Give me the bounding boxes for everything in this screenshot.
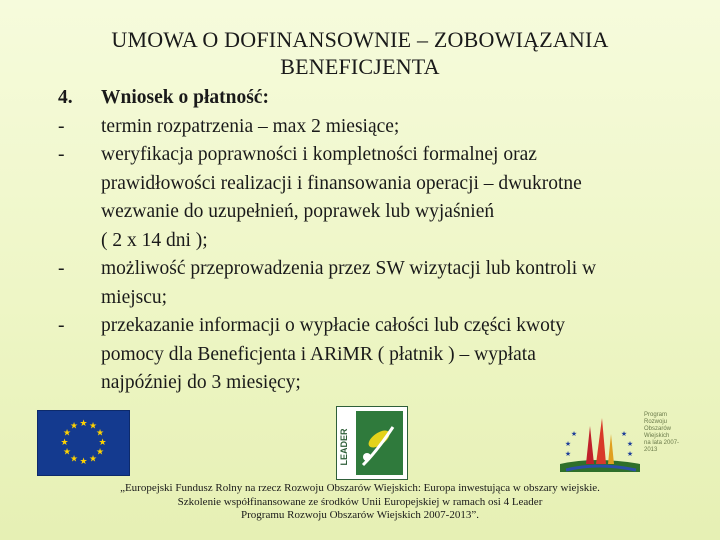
list-item-line: pomocy dla Beneficjenta i ARiMR ( płatnik ) – wypłata bbox=[101, 343, 536, 365]
bullet-dash: - bbox=[58, 144, 65, 165]
list-item bbox=[58, 113, 678, 142]
svg-text:★: ★ bbox=[626, 450, 634, 458]
bullet-dash: - bbox=[58, 258, 65, 279]
list-item-line: możliwość przeprowadzenia przez SW wizytacji lub kontroli w bbox=[101, 258, 597, 279]
eu-stars-icon bbox=[38, 411, 129, 475]
svg-text:★: ★ bbox=[570, 430, 578, 438]
prow-line: Obszarów bbox=[644, 426, 672, 432]
list-item-line: weryfikacja poprawności i kompletności formalnej oraz bbox=[101, 144, 537, 165]
svg-text:★: ★ bbox=[69, 421, 79, 432]
list-item bbox=[58, 141, 678, 255]
prow-emblem-icon bbox=[556, 406, 642, 476]
prow-line: Program bbox=[644, 412, 668, 418]
svg-text:★: ★ bbox=[88, 421, 98, 432]
list-item-line: prawidłowości realizacji i finansowania operacji – dwukrotne bbox=[101, 172, 582, 194]
logo-strip bbox=[0, 404, 720, 480]
svg-text:★: ★ bbox=[79, 457, 88, 467]
bullet-dash: - bbox=[58, 315, 65, 336]
title-line-1: UMOWA O DOFINANSOWNIE – ZOBOWIĄZANIA bbox=[111, 27, 609, 52]
svg-text:★: ★ bbox=[79, 419, 88, 429]
prow-line: Wiejskich bbox=[644, 433, 670, 439]
list-item-line: ( 2 x 14 dni ); bbox=[101, 229, 208, 251]
bullet-dash: - bbox=[58, 115, 65, 137]
prow-logo-text bbox=[644, 412, 686, 454]
svg-text:★: ★ bbox=[62, 428, 72, 439]
svg-text:★: ★ bbox=[60, 438, 69, 448]
svg-text:★: ★ bbox=[626, 440, 634, 448]
prow-logo bbox=[556, 406, 686, 476]
list-item bbox=[58, 255, 678, 312]
svg-text:★: ★ bbox=[62, 447, 72, 458]
svg-text:★: ★ bbox=[98, 438, 107, 448]
svg-text:★: ★ bbox=[95, 428, 105, 439]
section-heading-text: Wniosek o płatność: bbox=[101, 87, 269, 108]
section-heading bbox=[58, 84, 678, 113]
leader-logo-text: LEADER bbox=[339, 428, 349, 466]
svg-text:★: ★ bbox=[88, 454, 98, 465]
svg-text:★: ★ bbox=[564, 450, 572, 458]
svg-text:★: ★ bbox=[564, 440, 572, 448]
footer-line-2: Szkolenie współfinansowane ze środków Unii Europejskiej w ramach osi 4 Leader bbox=[177, 495, 543, 508]
list-item-line: najpóźniej do 3 miesięcy; bbox=[101, 372, 301, 393]
footer-line-3: Programu Rozwoju Obszarów Wiejskich 2007-2013”. bbox=[241, 509, 479, 521]
list-item-line: termin rozpatrzenia – max 2 miesiące; bbox=[101, 115, 400, 137]
footer-note bbox=[60, 482, 660, 523]
svg-text:★: ★ bbox=[69, 454, 79, 465]
leader-logo bbox=[336, 406, 408, 480]
title-line-2: BENEFICJENTA bbox=[280, 54, 440, 79]
slide-content bbox=[58, 84, 678, 398]
list-item bbox=[58, 312, 678, 398]
slide-title bbox=[40, 26, 680, 80]
prow-line: Rozwoju bbox=[644, 419, 668, 425]
list-item-line: wezwanie do uzupełnień, poprawek lub wyjaśnień bbox=[101, 201, 495, 222]
footer-line-1: „Europejski Fundusz Rolny na rzecz Rozwoju Obszarów Wiejskich: Europa inwestująca w obszary wiejskie. bbox=[120, 482, 600, 494]
leader-emblem-icon bbox=[337, 407, 407, 479]
section-number: 4. bbox=[58, 87, 73, 108]
list-item-line: miejscu; bbox=[101, 286, 168, 308]
list-item-line: przekazanie informacji o wypłacie całości lub części kwoty bbox=[101, 315, 566, 336]
eu-flag-logo bbox=[37, 410, 130, 476]
prow-line: na lata 2007-2013 bbox=[644, 440, 680, 453]
svg-text:★: ★ bbox=[620, 430, 628, 438]
svg-text:★: ★ bbox=[95, 447, 105, 458]
